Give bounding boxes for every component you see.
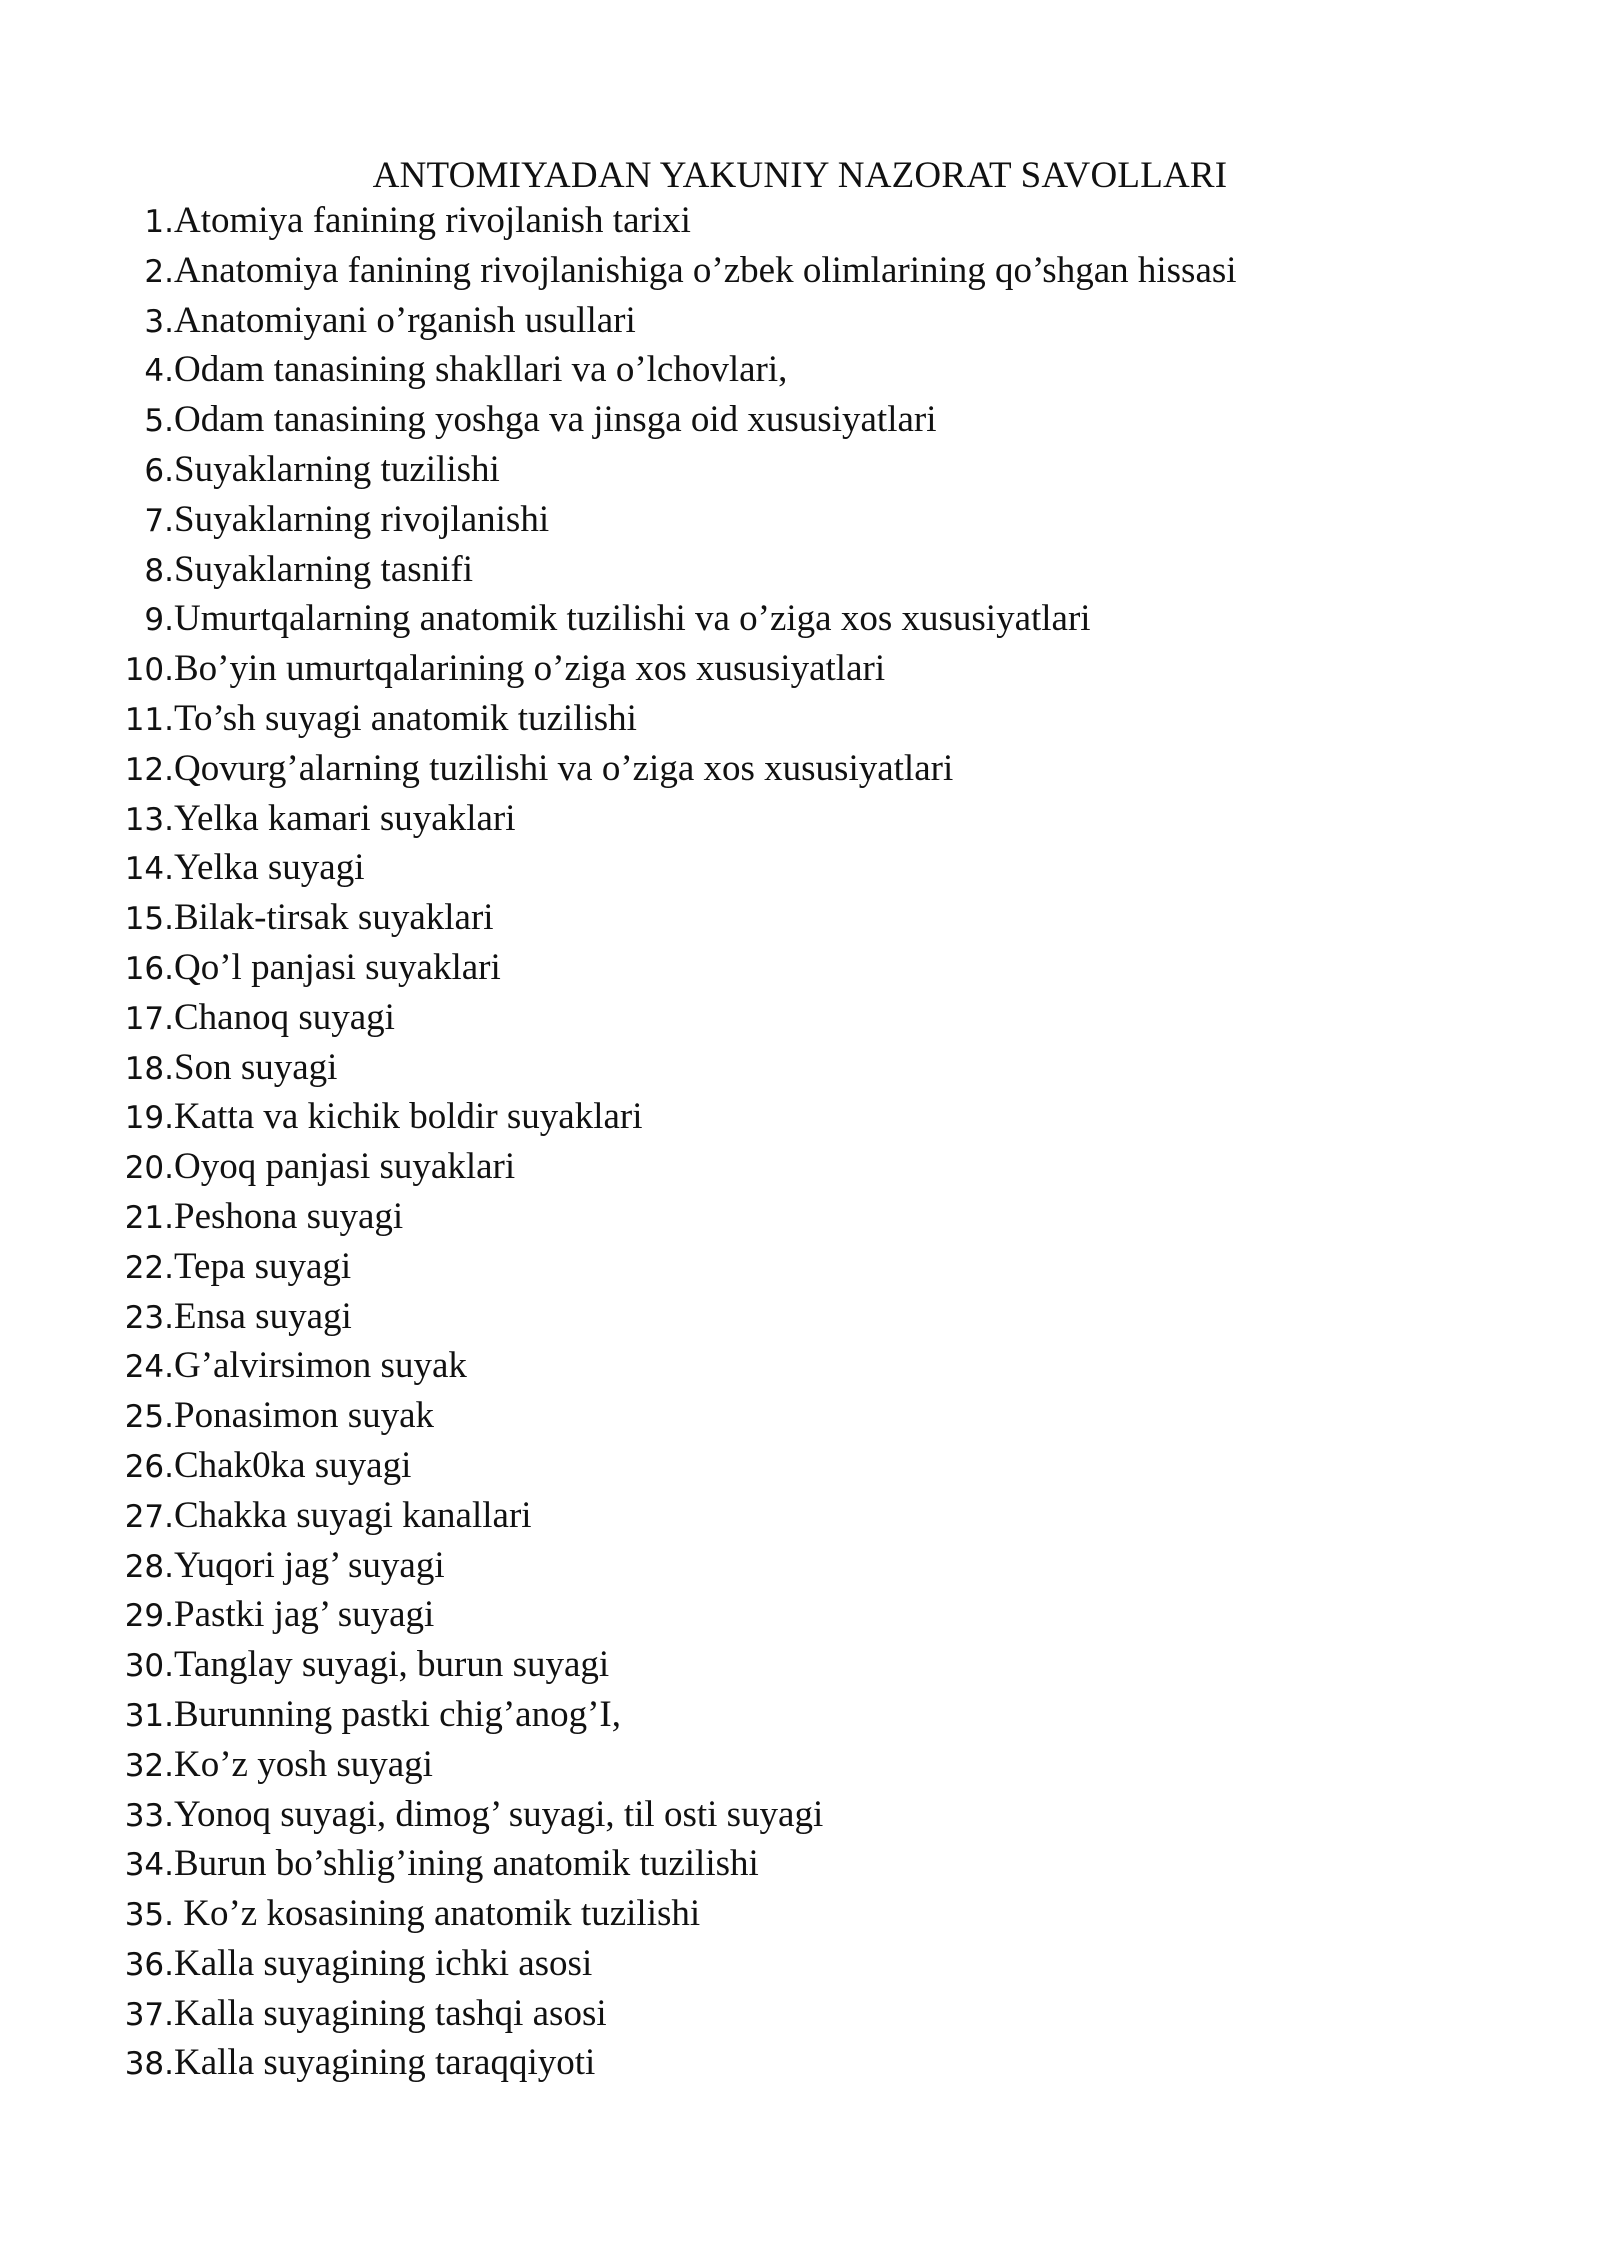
question-item [0,1145,1237,1195]
question-text: Umurtqalarning anatomik tuzilishi va o’ziga xos xususiyatlari [174,598,1091,640]
question-item [0,1842,1237,1892]
question-number: 31. [124,1697,174,1734]
question-number: 19. [124,1100,174,1137]
question-item [0,1992,1237,2042]
question-item [0,1394,1237,1444]
question-item [0,1095,1237,1145]
question-text: Chakka suyagi kanallari [174,1494,532,1536]
question-text: Suyaklarning rivojlanishi [174,498,550,540]
question-number: 7. [144,502,174,539]
question-item [0,1344,1237,1394]
question-item [0,448,1237,498]
question-item [0,1046,1237,1096]
question-item [0,1743,1237,1793]
question-number: 23. [124,1299,174,1336]
question-number: 25. [124,1399,174,1436]
question-item [0,348,1237,398]
question-item [0,697,1237,747]
question-item [0,747,1237,797]
question-text: Ensa suyagi [174,1295,352,1337]
question-text: Ko’z yosh suyagi [174,1743,433,1785]
question-text: Oyoq panjasi suyaklari [174,1146,516,1188]
question-number: 5. [144,403,174,440]
question-item [0,1195,1237,1245]
question-item [0,2041,1237,2091]
question-text: Son suyagi [174,1046,338,1088]
question-number: 20. [124,1150,174,1187]
question-text: Ko’z kosasining anatomik tuzilishi [174,1893,701,1935]
question-text: To’sh suyagi anatomik tuzilishi [174,697,637,739]
question-text: Tanglay suyagi, burun suyagi [174,1644,610,1686]
question-item [0,398,1237,448]
question-item [0,498,1237,548]
question-text: Qo’l panjasi suyaklari [174,946,501,988]
question-item [0,797,1237,847]
question-number: 10. [124,652,174,689]
question-item [0,597,1237,647]
question-number: 29. [124,1598,174,1635]
question-number: 34. [124,1847,174,1884]
question-number: 9. [144,602,174,639]
question-item [0,548,1237,598]
question-number: 35. [124,1897,174,1934]
question-number: 12. [124,751,174,788]
question-number: 4. [144,353,174,390]
question-number: 33. [124,1797,174,1834]
question-text: Suyaklarning tuzilishi [174,448,500,490]
question-number: 22. [124,1249,174,1286]
question-text: Kalla suyagining ichki asosi [174,1942,593,1984]
question-item [0,199,1237,249]
question-item [0,1643,1237,1693]
question-number: 27. [124,1498,174,1535]
question-number: 30. [124,1648,174,1685]
question-number: 16. [124,950,174,987]
question-item [0,1593,1237,1643]
question-number: 21. [124,1199,174,1236]
question-text: Burunning pastki chig’anog’I, [174,1693,621,1735]
question-item [0,1295,1237,1345]
question-list [0,199,1237,2091]
question-text: Anatomiya fanining rivojlanishiga o’zbek olimlarining qo’shgan hissasi [174,249,1237,291]
question-number: 37. [124,1996,174,2033]
question-item [0,1693,1237,1743]
question-item [0,647,1237,697]
question-item [0,846,1237,896]
question-text: Tepa suyagi [174,1245,352,1287]
question-text: Yonoq suyagi, dimog’ suyagi, til osti suyagi [174,1793,824,1835]
question-text: Katta va kichik boldir suyaklari [174,1096,643,1138]
question-text: Ponasimon suyak [174,1395,435,1437]
question-text: Kalla suyagining tashqi asosi [174,1992,607,2034]
question-number: 17. [124,1000,174,1037]
question-text: Odam tanasining yoshga va jinsga oid xususiyatlari [174,399,937,441]
question-number: 18. [124,1050,174,1087]
question-item [0,299,1237,349]
question-number: 6. [144,452,174,489]
question-text: Pastki jag’ suyagi [174,1594,435,1636]
question-text: G’alvirsimon suyak [174,1345,467,1387]
question-item [0,946,1237,996]
question-item [0,1245,1237,1295]
question-text: Yelka suyagi [174,847,365,889]
question-text: Peshona suyagi [174,1195,404,1237]
question-text: Yuqori jag’ suyagi [174,1544,445,1586]
question-text: Kalla suyagining taraqqiyoti [174,2042,596,2084]
question-number: 8. [144,552,174,589]
question-text: Suyaklarning tasnifi [174,548,474,590]
question-text: Bo’yin umurtqalarining o’ziga xos xususiyatlari [174,648,886,690]
question-text: Atomiya fanining rivojlanish tarixi [174,200,691,241]
question-item [0,1793,1237,1843]
question-text: Anatomiyani o’rganish usullari [174,299,636,341]
question-item [0,1942,1237,1992]
question-item [0,249,1237,299]
question-item [0,1444,1237,1494]
question-item [0,1892,1237,1942]
question-number: 24. [124,1349,174,1386]
question-number: 36. [124,1946,174,1983]
question-item [0,1544,1237,1594]
question-text: Odam tanasining shakllari va o’lchovlari, [174,349,788,391]
question-text: Chanoq suyagi [174,996,395,1038]
question-number: 13. [124,801,174,838]
question-number: 26. [124,1448,174,1485]
question-number: 15. [124,901,174,938]
question-number: 32. [124,1747,174,1784]
question-number: 11. [124,701,174,738]
question-number: 1. [144,204,174,240]
question-text: Qovurg’alarning tuzilishi va o’ziga xos xususiyatlari [174,747,954,789]
question-number: 38. [124,2046,174,2083]
question-number: 14. [124,851,174,888]
question-text: Yelka kamari suyaklari [174,797,516,839]
question-text: Burun bo’shlig’ining anatomik tuzilishi [174,1843,759,1885]
question-number: 3. [144,303,174,340]
question-number: 28. [124,1548,174,1585]
document-title: ANTOMIYADAN YAKUNIY NAZORAT SAVOLLARI [372,155,1228,196]
question-number: 2. [144,253,174,290]
question-text: Chak0ka suyagi [174,1444,412,1486]
question-item [0,996,1237,1046]
question-item [0,896,1237,946]
question-item [0,1494,1237,1544]
question-text: Bilak-tirsak suyaklari [174,897,494,939]
